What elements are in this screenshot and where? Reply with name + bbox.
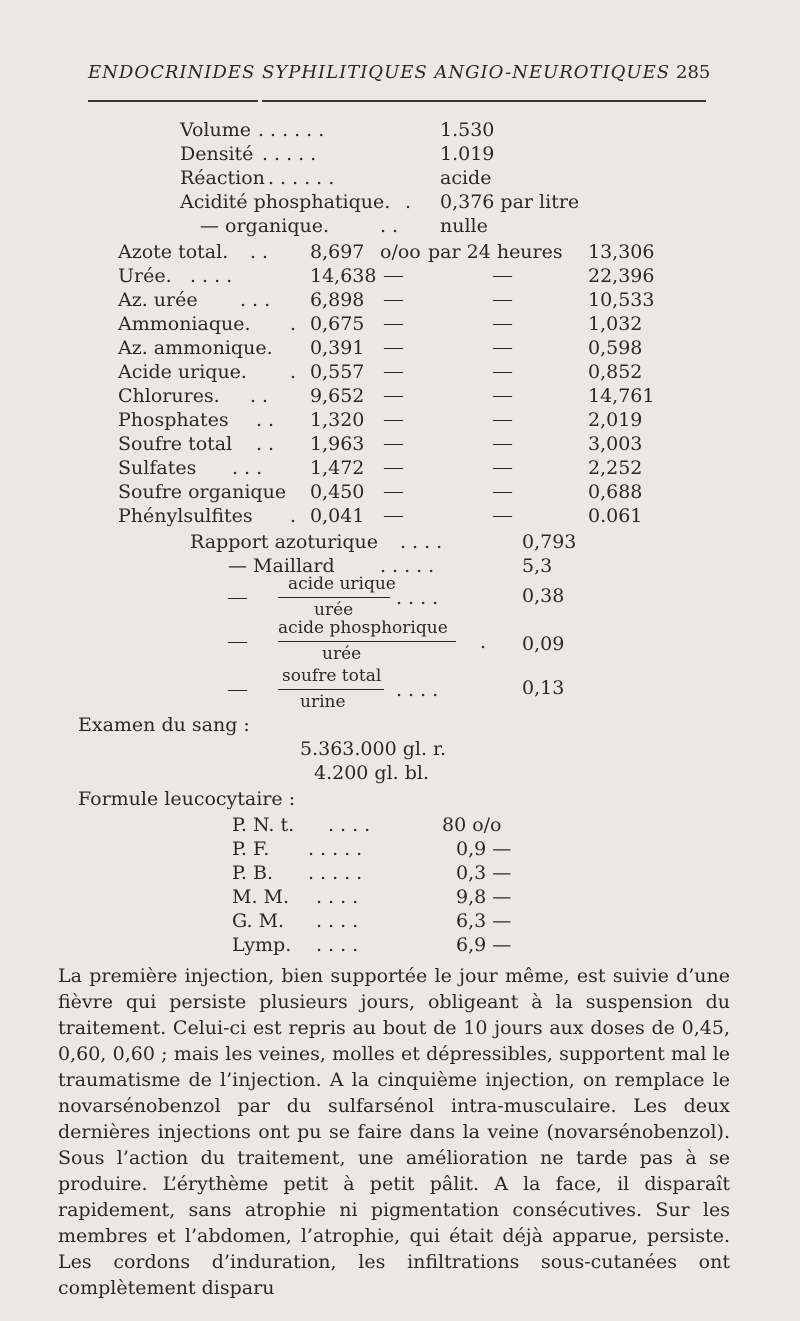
ditto-dash: —: [493, 289, 512, 310]
leuko-label: P. B.: [232, 862, 274, 884]
leader-dots: ..: [380, 215, 405, 237]
leader-dots: ....: [316, 886, 365, 908]
analysis-per-mille: 1,963: [310, 433, 365, 455]
prop-value: 1.019: [440, 143, 495, 165]
leader-dots: ..: [250, 385, 275, 407]
analysis-per-mille: 0,675: [310, 313, 365, 335]
analysis-label: Soufre organique: [118, 481, 287, 503]
leader-dots: .....: [380, 555, 441, 577]
analysis-daily: 0.061: [588, 505, 643, 527]
running-title: ENDOCRINIDES SYPHILITIQUES ANGIO-NEUROTIQUES: [88, 62, 671, 83]
ratio-value: 0,13: [522, 677, 565, 699]
ditto-dash: —: [493, 409, 512, 430]
ditto-dash: —: [384, 409, 403, 430]
leader-dots: .: [480, 631, 487, 653]
ditto-dash: —: [228, 587, 247, 608]
analysis-per-mille: 0,041: [310, 505, 365, 527]
fraction-denominator: urine: [300, 692, 346, 712]
analysis-per-mille: 1,472: [310, 457, 365, 479]
leader-dots: .: [290, 361, 297, 383]
leader-dots: ..: [256, 409, 281, 431]
prop-value: 0,376 par litre: [440, 191, 580, 213]
leader-dots: .: [405, 191, 412, 213]
leader-dots: ...: [232, 457, 269, 479]
prop-label: Volume: [180, 119, 251, 141]
ditto-dash: —: [384, 385, 403, 406]
analysis-per-mille: 8,697: [310, 241, 365, 263]
analysis-label: Acide urique.: [118, 361, 247, 383]
leader-dots: ....: [400, 531, 449, 553]
fraction-numerator: acide phosphorique: [278, 618, 448, 638]
leader-dots: ....: [190, 265, 239, 287]
leuko-value: 6,9 —: [456, 934, 512, 956]
analysis-daily: 3,003: [588, 433, 643, 455]
analysis-label: Urée.: [118, 265, 172, 287]
page-number: 285: [676, 62, 711, 83]
ditto-dash: —: [493, 385, 512, 406]
analysis-per-mille: 1,320: [310, 409, 365, 431]
ratio-value: 0,38: [522, 585, 565, 607]
leader-dots: ..: [256, 433, 281, 455]
analysis-per-mille: 6,898: [310, 289, 365, 311]
leader-dots: ....: [396, 679, 445, 701]
analysis-daily: 0,852: [588, 361, 643, 383]
leader-dots: ....: [396, 587, 445, 609]
leader-dots: ....: [328, 814, 377, 836]
ditto-dash: —: [228, 679, 247, 700]
leader-dots: ......: [258, 119, 331, 141]
analysis-label: Az. ammonique.: [118, 337, 273, 359]
white-cell-count: 4.200 gl. bl.: [314, 762, 430, 784]
analysis-daily: 2,252: [588, 457, 643, 479]
ditto-dash: —: [493, 337, 512, 358]
prop-value: 1.530: [440, 119, 495, 141]
fraction-denominator: urée: [322, 644, 362, 664]
prop-value: nulle: [440, 215, 488, 237]
header-rule-left: [88, 100, 258, 102]
prop-label: Acidité phosphatique.: [180, 191, 391, 213]
ditto-dash: —: [384, 313, 403, 334]
ditto-dash: —: [493, 433, 512, 454]
fraction-bar: [278, 641, 456, 642]
ditto-dash: —: [384, 505, 403, 526]
leader-dots: ......: [268, 167, 341, 189]
ditto-dash: —: [384, 289, 403, 310]
ratio-label: Rapport azoturique: [190, 531, 379, 553]
red-cell-count: 5.363.000 gl. r.: [300, 738, 447, 760]
analysis-daily: 0,688: [588, 481, 643, 503]
ditto-dash: —: [493, 313, 512, 334]
ditto-dash: —: [384, 265, 403, 286]
leader-dots: ....: [316, 910, 365, 932]
leuko-value: 6,3 —: [456, 910, 512, 932]
leader-dots: .: [290, 313, 297, 335]
section-title: Formule leucocytaire :: [78, 788, 296, 810]
ditto-dash: —: [384, 337, 403, 358]
leader-dots: .....: [308, 838, 369, 860]
analysis-daily: 13,306: [588, 241, 655, 263]
analysis-label: Sulfates: [118, 457, 197, 479]
analysis-daily: 0,598: [588, 337, 643, 359]
ditto-dash: —: [384, 433, 403, 454]
ditto-dash: —: [384, 457, 403, 478]
leuko-label: Lymp.: [232, 934, 292, 956]
analysis-label: Phénylsulfites: [118, 505, 253, 527]
ditto-dash: —: [493, 481, 512, 502]
leader-dots: .....: [308, 862, 369, 884]
ratio-value: 0,09: [522, 633, 565, 655]
prop-label: Densité: [180, 143, 254, 165]
analysis-per-mille: 0,450: [310, 481, 365, 503]
leader-dots: ...: [240, 289, 277, 311]
fraction-denominator: urée: [314, 600, 354, 620]
analysis-per-mille: 14,638: [310, 265, 377, 287]
running-header: [0, 62, 800, 92]
analysis-daily: 22,396: [588, 265, 655, 287]
leader-dots: ....: [316, 934, 365, 956]
leader-dots: ..: [250, 241, 275, 263]
ditto-dash: —: [228, 631, 247, 652]
analysis-per-mille: 0,557: [310, 361, 365, 383]
unit-note: par 24 heures: [428, 241, 563, 263]
leader-dots: .: [290, 505, 297, 527]
ditto-dash: —: [493, 361, 512, 382]
leuko-label: P. F.: [232, 838, 270, 860]
analysis-label: Azote total.: [118, 241, 229, 263]
analysis-label: Az. urée: [118, 289, 198, 311]
analysis-label: Phosphates: [118, 409, 229, 431]
analysis-per-mille: 0,391: [310, 337, 365, 359]
fraction-numerator: soufre total: [282, 666, 382, 686]
analysis-label: Chlorures.: [118, 385, 220, 407]
ratio-value: 5,3: [522, 555, 553, 577]
ditto-dash: —: [384, 481, 403, 502]
ratio-value: 0,793: [522, 531, 577, 553]
ratio-label: — Maillard: [228, 555, 335, 577]
per-mille-unit: o/oo: [380, 241, 421, 263]
analysis-daily: 10,533: [588, 289, 655, 311]
ditto-dash: —: [384, 361, 403, 382]
prop-label: — organique.: [200, 215, 330, 237]
fraction-numerator: acide urique: [288, 574, 396, 594]
leuko-value: 80 o/o: [442, 814, 502, 836]
ditto-dash: —: [493, 265, 512, 286]
body-paragraph: La première injection, bien supportée le jour même, est suivie d’une fièvre qui persiste plusieurs jours, obligeant à la suspension du traitement. Celui-ci est repris au bout de 10 jours aux doses de 0,45, 0,60, 0,60 ; mais les veines, molles et dépressibles, supportent mal le traumatisme de l’injection. A la cinquième injection, on remplace le novarsénobenzol par du sulfarsénol intra-musculaire. Les deux dernières injections ont pu se faire dans la veine (novarsénobenzol). Sous l’action du traitement, une amélioration ne tarde pas à se produire. L’érythème petit à petit pâlit. A la face, il disparaît rapidement, sans atrophie ni pigmentation consécutives. Sur les membres et l’abdomen, l’atrophie, qui était déjà apparue, persiste. Les cordons d’induration, les infiltrations sous-cutanées ont complètement disparu: [58, 965, 730, 1299]
analysis-daily: 2,019: [588, 409, 643, 431]
leuko-label: G. M.: [232, 910, 285, 932]
prop-label: Réaction: [180, 167, 265, 189]
section-title: Examen du sang :: [78, 714, 250, 736]
leuko-value: 0,3 —: [456, 862, 512, 884]
leuko-label: P. N. t.: [232, 814, 295, 836]
prop-value: acide: [440, 167, 492, 189]
ditto-dash: —: [493, 457, 512, 478]
leuko-label: M. M.: [232, 886, 290, 908]
header-rule-right: [262, 100, 706, 102]
analysis-daily: 1,032: [588, 313, 643, 335]
leuko-value: 0,9 —: [456, 838, 512, 860]
analysis-daily: 14,761: [588, 385, 655, 407]
leuko-value: 9,8 —: [456, 886, 512, 908]
ditto-dash: —: [493, 505, 512, 526]
analysis-label: Soufre total: [118, 433, 233, 455]
leader-dots: .....: [262, 143, 323, 165]
analysis-label: Ammoniaque.: [118, 313, 251, 335]
analysis-per-mille: 9,652: [310, 385, 365, 407]
